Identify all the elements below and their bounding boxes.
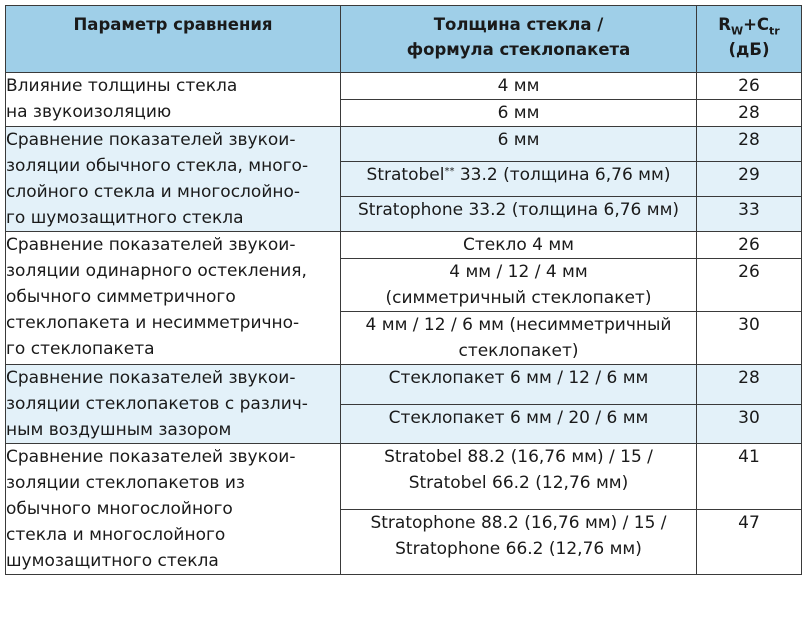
param-line: на звукоизоляцию bbox=[6, 102, 172, 122]
param-line: го стеклопакета bbox=[6, 339, 155, 359]
glass-line: 4 мм / 12 / 4 мм bbox=[449, 262, 588, 282]
rw-value-cell: 26 bbox=[697, 232, 802, 259]
footnote-marker: ** bbox=[444, 166, 455, 177]
rw-value-cell: 29 bbox=[697, 162, 802, 197]
header-rw-ctr bbox=[697, 6, 802, 73]
glass-line: 4 мм bbox=[497, 76, 540, 96]
glass-line: Stratophone 88.2 (16,76 мм) / 15 / bbox=[370, 512, 667, 533]
param-cell bbox=[6, 232, 341, 365]
glass-line: Stratobel 88.2 (16,76 мм) / 15 / bbox=[384, 447, 653, 467]
param-line: Сравнение показателей звукои- bbox=[6, 447, 296, 467]
glass-cell bbox=[341, 259, 697, 312]
glass-cell bbox=[341, 444, 697, 510]
header-param: Параметр сравнения bbox=[6, 6, 341, 73]
rw-sub-tr: tr bbox=[769, 24, 780, 38]
glass-cell bbox=[341, 162, 697, 197]
glass-line: (симметричный стеклопакет) bbox=[385, 288, 652, 308]
glass-line: 4 мм / 12 / 6 мм (несимметричный bbox=[365, 315, 672, 335]
rw-value-cell: 30 bbox=[697, 404, 802, 444]
param-line: золяции обычного стекла, много- bbox=[6, 156, 309, 176]
glass-cell bbox=[341, 73, 697, 100]
glass-cell bbox=[341, 127, 697, 162]
param-line: золяции одинарного остекления, bbox=[6, 261, 307, 281]
param-line: Сравнение показателей звукои- bbox=[6, 368, 296, 388]
rw-value-cell: 28 bbox=[697, 127, 802, 162]
param-line: стеклопакета и несимметрично- bbox=[6, 313, 300, 333]
glass-line bbox=[341, 162, 696, 188]
rw-sub-w: W bbox=[730, 24, 744, 38]
glass-cell bbox=[341, 509, 697, 575]
sound-insulation-table bbox=[5, 5, 802, 575]
glass-line: Stratobel 66.2 (12,76 мм) bbox=[408, 473, 629, 493]
table-row bbox=[6, 232, 802, 259]
glass-line: 6 мм bbox=[497, 103, 540, 123]
glass-line: Стеклопакет 6 мм / 20 / 6 мм bbox=[388, 407, 649, 428]
param-line: го шумозащитного стекла bbox=[6, 208, 244, 228]
param-cell bbox=[6, 444, 341, 575]
table-row bbox=[6, 127, 802, 162]
glass-line: 6 мм bbox=[497, 130, 540, 150]
glass-cell bbox=[341, 197, 697, 232]
header-rw-formula bbox=[697, 12, 801, 37]
header-glass-line-2: формула стеклопакета bbox=[406, 40, 631, 59]
param-line: золяции стеклопакетов с различ- bbox=[6, 394, 308, 414]
rw-value-cell: 41 bbox=[697, 444, 802, 510]
glass-line: Стеклопакет 6 мм / 12 / 6 мм bbox=[388, 368, 649, 388]
param-line: обычного многослойного bbox=[6, 499, 233, 519]
glass-line: стеклопакет) bbox=[458, 341, 579, 361]
rw-value-cell: 33 bbox=[697, 197, 802, 232]
param-cell bbox=[6, 365, 341, 444]
param-cell bbox=[6, 73, 341, 127]
rw-plus-c: +C bbox=[743, 15, 770, 34]
param-line: Сравнение показателей звукои- bbox=[6, 235, 296, 255]
table-body bbox=[6, 73, 802, 575]
param-line: золяции стеклопакетов из bbox=[6, 473, 245, 493]
table-row bbox=[6, 444, 802, 510]
rw-value-cell: 26 bbox=[697, 259, 802, 312]
glass-cell bbox=[341, 404, 697, 444]
rw-value-cell: 28 bbox=[697, 365, 802, 405]
table-row bbox=[6, 365, 802, 405]
rw-r: R bbox=[718, 15, 731, 34]
param-line: Влияние толщины стекла bbox=[6, 76, 238, 96]
glass-cell bbox=[341, 312, 697, 365]
param-line: Сравнение показателей звукои- bbox=[6, 130, 296, 150]
rw-value-cell: 28 bbox=[697, 100, 802, 127]
rw-value-cell: 30 bbox=[697, 312, 802, 365]
param-line: стекла и многослойного bbox=[6, 525, 226, 545]
comparison-table-wrapper bbox=[5, 5, 802, 575]
glass-line: Stratophone 66.2 (12,76 мм) bbox=[395, 538, 642, 559]
param-line: ным воздушным зазором bbox=[6, 420, 232, 440]
param-line: обычного симметричного bbox=[6, 287, 236, 307]
glass-text: 33.2 (толщина 6,76 мм) bbox=[454, 165, 671, 185]
param-cell bbox=[6, 127, 341, 232]
glass-line: Stratophone 33.2 (толщина 6,76 мм) bbox=[357, 200, 680, 220]
header-rw-unit: (дБ) bbox=[728, 40, 770, 59]
param-line: шумозащитного стекла bbox=[6, 551, 219, 571]
glass-cell bbox=[341, 100, 697, 127]
header-glass-line-1: Толщина стекла / bbox=[433, 15, 604, 34]
param-line: слойного стекла и многослойно- bbox=[6, 182, 301, 202]
rw-value-cell: 47 bbox=[697, 509, 802, 575]
glass-cell bbox=[341, 365, 697, 405]
glass-cell bbox=[341, 232, 697, 259]
rw-value-cell: 26 bbox=[697, 73, 802, 100]
glass-text: Stratobel bbox=[366, 165, 445, 185]
glass-line: Стекло 4 мм bbox=[462, 235, 575, 255]
table-header-row bbox=[6, 6, 802, 73]
header-glass bbox=[341, 6, 697, 73]
table-row bbox=[6, 73, 802, 100]
